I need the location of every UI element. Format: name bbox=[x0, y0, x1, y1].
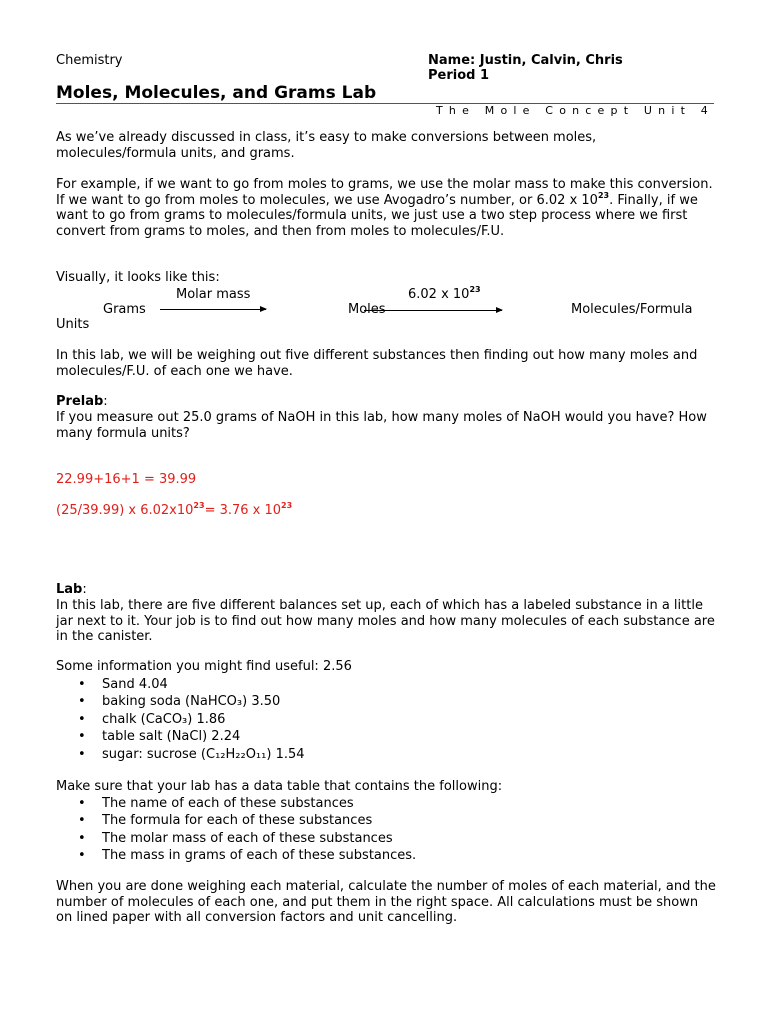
units-label: Units bbox=[56, 317, 90, 332]
prelab-question: If you measure out 25.0 grams of NaOH in this lab, how many moles of NaOH would you have? How many formula units? bbox=[56, 410, 707, 441]
bullet: • bbox=[78, 848, 86, 864]
intro-paragraph-1: As we’ve already discussed in class, it’s easy to make conversions between moles, molecules/formula units, and grams. bbox=[56, 130, 597, 161]
lab-intro-paragraph: In this lab, we will be weighing out five different substances then finding out how many moles and molecules/F.U. of each one we have. bbox=[56, 348, 698, 379]
molecules-label: Molecules/Formula bbox=[571, 302, 693, 317]
substance-list bbox=[56, 676, 305, 763]
moles-label: Moles bbox=[348, 302, 386, 317]
intro-paragraph-2: For example, if we want to go from moles to grams, we use the molar mass to make this conversion. If we want to go from moles to molecules, we use Avogadro’s number, or 6.02 x $10^{23}$. Finally, if we want to go from grams to molecules/formula units, we just use a two step process where we first convert from grams to moles, and then from moles to molecules/F.U. bbox=[56, 177, 713, 239]
useful-info-label: Some information you might find useful: 2.56 bbox=[56, 659, 352, 674]
list-item: • The molar mass of each of these substances bbox=[78, 830, 393, 846]
prelab-answer-calculation: (25/39.99) x $6.02x10^{23}= 3.76$ x $10^{23}$ bbox=[56, 501, 293, 518]
subject-label: Chemistry bbox=[56, 53, 123, 68]
list-item: • Sand 4.04 bbox=[78, 677, 168, 692]
list-item: • The formula for each of these substances bbox=[78, 813, 373, 829]
page-title: Moles, Molecules, and Grams Lab bbox=[56, 83, 377, 103]
student-names: Name: Justin, Calvin, Chris bbox=[428, 53, 623, 68]
list-item: • The mass in grams of each of these substances. bbox=[78, 848, 417, 864]
lab-instructions: In this lab, there are five different balances set up, each of which has a labeled substance in a little jar next to it. Your job is to find out how many moles and how many molecules of each substance are in the canister. bbox=[56, 598, 715, 645]
visual-label: Visually, it looks like this: bbox=[56, 270, 220, 285]
bullet: • bbox=[78, 677, 86, 692]
data-table-requirements bbox=[56, 795, 416, 865]
bullet: • bbox=[78, 796, 86, 811]
arrow-moles-to-molecules bbox=[364, 310, 502, 311]
bullet: • bbox=[78, 694, 86, 710]
period-label: Period 1 bbox=[428, 68, 490, 83]
lab-heading: Lab: bbox=[56, 582, 87, 597]
list-item: • table salt (NaCl) 2.24 bbox=[78, 729, 241, 745]
arrow-grams-to-moles bbox=[160, 309, 266, 310]
bullet: • bbox=[78, 813, 86, 829]
bullet: • bbox=[78, 830, 86, 846]
list-item: • The name of each of these substances bbox=[78, 796, 354, 811]
bullet: • bbox=[78, 729, 86, 745]
bullet: • bbox=[78, 746, 86, 762]
grams-label: Grams bbox=[103, 302, 146, 317]
prelab-answer-molar-mass: 22.99+16+1 = 39.99 bbox=[56, 472, 197, 487]
avogadro-label: 6.02 x $10^{23}$ bbox=[408, 285, 481, 302]
unit-label: The Mole Concept Unit 4 bbox=[436, 104, 714, 117]
closing-paragraph: When you are done weighing each material, calculate the number of moles of each material, and the number of molecules of each one, and put them in the right space. All calculations must be shown on lined paper with all conversion factors and unit cancelling. bbox=[56, 879, 716, 926]
bullet: • bbox=[78, 711, 86, 727]
prelab-heading: Prelab: bbox=[56, 394, 108, 409]
molar-mass-label: Molar mass bbox=[176, 287, 251, 302]
list-item: • baking soda (NaHCO₃) 3.50 bbox=[78, 694, 281, 710]
list-item: • chalk (CaCO₃) 1.86 bbox=[78, 711, 226, 727]
list-item: • sugar: sucrose (C₁₂H₂₂O₁₁) 1.54 bbox=[78, 746, 305, 762]
data-table-label: Make sure that your lab has a data table that contains the following: bbox=[56, 779, 503, 794]
